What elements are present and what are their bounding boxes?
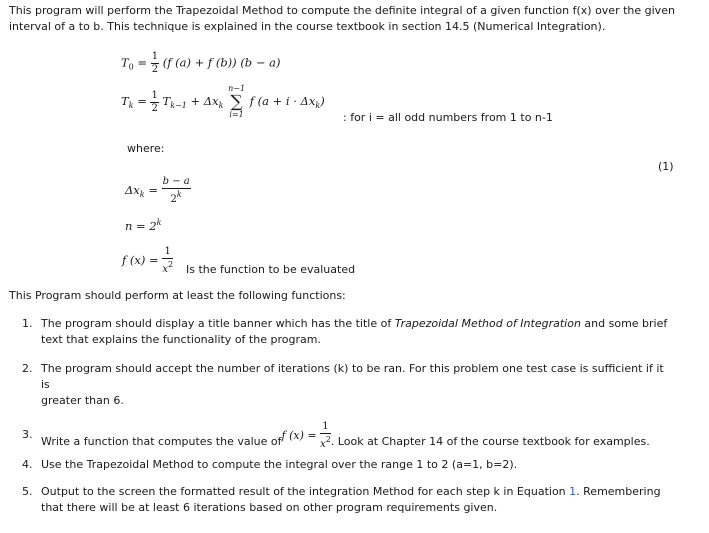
- fx-note: Is the function to be evaluated: [186, 263, 356, 276]
- intro-paragraph: [9, 3, 699, 35]
- list-item: 4. Use the Trapezoidal Method to compute the integral over the range 1 to 2 (a=1, b=2).: [22, 458, 518, 471]
- equation-number: (1): [658, 160, 674, 173]
- equation-tk: $T_k$ = $\frac{1}{2}$ $T_{k-1} + \Delta x_k$ n−1 ∑ i=1 f $(a + i \cdot \Delta x_k)$: [121, 84, 325, 119]
- odd-numbers-note: : for i = all odd numbers from 1 to n-1: [343, 111, 553, 124]
- where-label: where:: [127, 142, 165, 155]
- equation-reference-link[interactable]: 1: [569, 485, 577, 498]
- inline-fx-equation: f (x) = $\frac{1}{x^2}$: [281, 421, 331, 450]
- equation-t0: $T_0$ = $\frac{1}{2}$ (f (a) + f (b)) (b − a): [121, 51, 281, 75]
- list-item: 5. Output to the screen the formatted result of the integration Method for each step k in Equation 1. Remembering that there will be at least 6 iterations based on other program requirements given.: [22, 485, 661, 514]
- list-item: 2. The program should accept the number of iterations (k) to be ran. For this problem one test case is sufficient if it is greater than 6.: [22, 362, 664, 407]
- requirements-list: [22, 316, 672, 516]
- list-item: 1. The program should display a title banner which has the title of Trapezoidal Method of Integration and some brief text that explains the functionality of the program.: [22, 317, 668, 346]
- half-fraction: $\frac{1}{2}$: [151, 51, 159, 75]
- list-item: 3. Write a function that computes the value off (x) = $\frac{1}{x^2}$ . Look at Chapter 14 of the course textbook for examples.: [22, 421, 650, 450]
- equation-delta-xk: $\Delta x_k$ = $\frac{b - a}{2^k}$: [125, 176, 190, 205]
- half-fraction: $\frac{1}{2}$: [151, 89, 158, 114]
- title-emphasis: Trapezoidal Method of Integration: [394, 317, 581, 330]
- fx-fraction: $\frac{1}{x^2}$: [162, 246, 174, 275]
- delta-fraction: $\frac{b - a}{2^k}$: [162, 176, 190, 205]
- equation-fx: f (x) = $\frac{1}{x^2}$: [122, 246, 174, 275]
- summation-symbol: n−1 ∑ i=1: [228, 84, 246, 119]
- intro-line-1: This program will perform the Trapezoidal Method to compute the definite integral of a given function f(x) over the given: [9, 4, 675, 17]
- intro-line-2: interval of a to b. This technique is explained in the course textbook in section 14.5 (Numerical Integration).: [9, 20, 606, 33]
- equation-n: $n = 2^k$: [125, 218, 162, 233]
- requirements-heading: This Program should perform at least the following functions:: [9, 289, 346, 302]
